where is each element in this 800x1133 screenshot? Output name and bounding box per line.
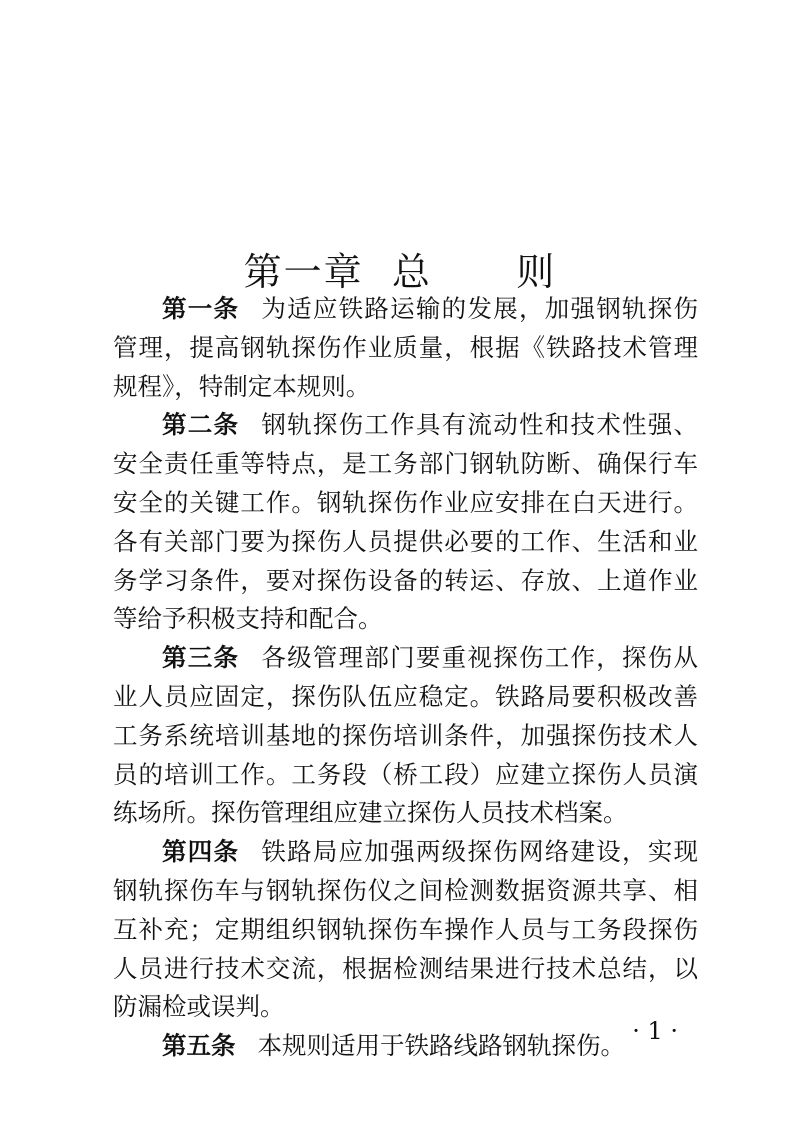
article-text: 钢轨探伤工作具有流动性和技术性强、安全责任重等特点，是工务部门钢轨防断、确保行车安全的关键工作。钢轨探伤作业应安排在白天进行。各有关部门要为探伤人员提供必要的工作、生活和业务学习条件，要对探伤设备的转运、存放、上道作业等给予积极支持和配合。 xyxy=(113,410,699,634)
article-text: 各级管理部门要重视探伤工作，探伤从业人员应固定，探伤队伍应稳定。铁路局要积极改善工务系统培训基地的探伤培训条件，加强探伤技术人员的培训工作。工务段（桥工段）应建立探伤人员演练场所。探伤管理组应建立探伤人员技术档案。 xyxy=(113,643,699,828)
article-1 xyxy=(113,290,698,406)
article-3 xyxy=(113,639,698,833)
page-number: · 1 · xyxy=(632,1017,678,1045)
article-number: 第二条 xyxy=(162,410,240,440)
article-text: 为适应铁路运输的发展，加强钢轨探伤管理，提高钢轨探伤作业质量，根据《铁路技术管理规程》，特制定本规则。 xyxy=(113,294,699,401)
article-5 xyxy=(113,1027,698,1066)
chapter-title: 第一章 总 则 xyxy=(243,250,557,295)
chapter-body xyxy=(113,290,698,1066)
article-number: 第五条 xyxy=(162,1031,236,1061)
article-4 xyxy=(113,833,698,1027)
article-number: 第四条 xyxy=(162,837,240,867)
article-text: 本规则适用于铁路线路钢轨探伤。 xyxy=(257,1031,626,1061)
article-number: 第一条 xyxy=(162,294,240,323)
article-2 xyxy=(113,406,698,639)
article-text: 铁路局应加强两级探伤网络建设，实现钢轨探伤车与钢轨探伤仪之间检测数据资源共享、相互补充；定期组织钢轨探伤车操作人员与工务段探伤人员进行技术交流，根据检测结果进行技术总结，以防漏检或误判。 xyxy=(113,837,699,1022)
article-number: 第三条 xyxy=(162,643,240,673)
